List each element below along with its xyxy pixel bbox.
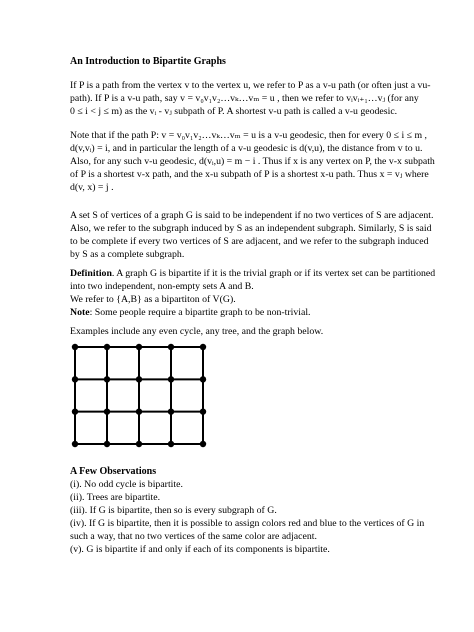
paragraph-3-line-4: by S as a complete subgraph. — [70, 249, 185, 260]
examples-line: Examples include any even cycle, any tree, and the graph below. — [70, 326, 324, 337]
document-title: An Introduction to Bipartite Graphs — [70, 56, 226, 67]
grid-vertex — [168, 408, 174, 414]
grid-vertex — [104, 408, 110, 414]
grid-vertex — [72, 441, 78, 447]
definition-text-1: . A graph G is bipartite if it is the trivial graph or if its vertex set can be partitioned — [111, 268, 436, 279]
grid-vertex — [136, 408, 142, 414]
note-text: : Some people require a bipartite graph to be non-trivial. — [89, 307, 311, 318]
paragraph-2-line-1: Note that if the path P: v = v₀v₁v₂…vₖ…vₘ = u is a v-u geodesic, then for every 0 ≤ i ≤ m , — [70, 130, 427, 141]
observation-item: (iv). If G is bipartite, then it is possible to assign colors red and blue to the vertices of G in — [70, 518, 425, 529]
grid-vertex — [168, 344, 174, 350]
paragraph-1-line-1: If P is a path from the vertex v to the vertex u, we refer to P as a v-u path (or often just a vu- — [70, 80, 431, 91]
observation-item: (iii). If G is bipartite, then so is every subgraph of G. — [70, 505, 277, 516]
grid-vertex — [168, 441, 174, 447]
grid-vertex — [168, 376, 174, 382]
definition-line-2: into two independent, non-empty sets A and B. — [70, 281, 254, 292]
grid-vertex — [136, 376, 142, 382]
definition-label: Definition — [70, 268, 112, 279]
paragraph-3-line-3: to be complete if every two vertices of S are adjacent, and we refer to the subgraph induced — [70, 236, 429, 247]
grid-vertex — [104, 441, 110, 447]
paragraph-2-line-4: of P is a shortest v-x path, and the x-u subpath of P is a shortest x-u path. Thus x = vⱼ where — [70, 169, 429, 180]
observation-item: (i). No odd cycle is bipartite. — [70, 479, 183, 490]
observation-item: (ii). Trees are bipartite. — [70, 492, 161, 503]
grid-vertex — [72, 376, 78, 382]
observation-item: such a way, that no two vertices of the same color are adjacent. — [70, 531, 317, 542]
grid-vertex — [200, 376, 206, 382]
grid-vertex — [104, 376, 110, 382]
observations-heading: A Few Observations — [70, 466, 157, 477]
paragraph-1-line-2: path). If P is a v-u path, say v = v₀v₁v₂…vₖ…vₘ = u , then we refer to vᵢvᵢ₊₁…vⱼ (for any — [70, 93, 419, 104]
grid-vertex — [200, 441, 206, 447]
grid-vertex — [72, 408, 78, 414]
paragraph-2-line-5: d(v, x) = j . — [70, 182, 114, 193]
observation-item: (v). G is bipartite if and only if each of its components is bipartite. — [70, 544, 330, 555]
definition-line-3: We refer to {A,B} as a bipartiton of V(G). — [70, 294, 236, 305]
grid-vertex — [104, 344, 110, 350]
grid-vertex — [200, 408, 206, 414]
grid-vertex — [72, 344, 78, 350]
paragraph-1-line-3: 0 ≤ i < j ≤ m) as the vᵢ - vⱼ subpath of P. A shortest v-u path is called a v-u geodesic. — [70, 106, 398, 117]
grid-vertex — [136, 344, 142, 350]
grid-vertex — [136, 441, 142, 447]
grid-vertex — [200, 344, 206, 350]
paragraph-3-line-1: A set S of vertices of a graph G is said to be independent if no two vertices of S are adjacent. — [70, 210, 434, 221]
paragraph-3-line-2: Also, we refer to the subgraph induced by S as an independent subgraph. Similarly, S is said — [70, 223, 432, 234]
paragraph-2-line-2: d(v,vᵢ) = i, and in particular the length of a v-u geodesic is d(v,u), the distance from v to u. — [70, 143, 423, 154]
paragraph-2-line-3: Also, for any such v-u geodesic, d(vᵢ,u) = m − i . Thus if x is any vertex on P, the v-x subpath — [70, 156, 435, 167]
note-label: Note — [70, 307, 90, 318]
